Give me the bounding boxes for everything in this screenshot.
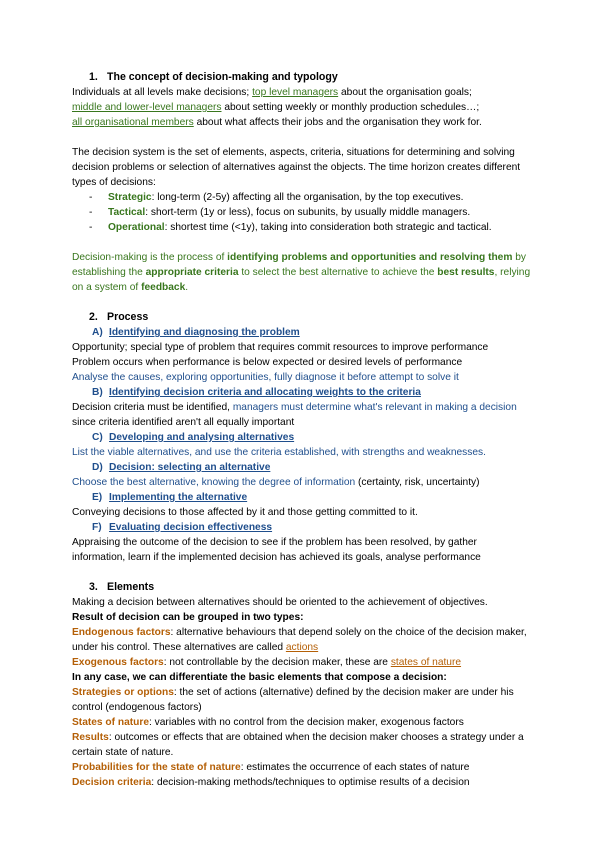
step-c-heading: C) Developing and analysing alternatives (92, 432, 295, 443)
list-item: - Operational: shortest time (<1y), taking into consideration both strategic and tactical. (89, 222, 492, 233)
middle-managers-link: middle and lower-level managers (72, 102, 222, 113)
step-a-line-2: Problem occurs when performance is below expected or desired levels of performance (72, 357, 463, 368)
step-a-heading: A) Identifying and diagnosing the problem (92, 327, 300, 338)
step-a-line-3: Analyse the causes, exploring opportunities, fully diagnose it before attempt to solve it (72, 372, 459, 383)
states-of-nature-link: states of nature (390, 657, 462, 668)
decision-system-paragraph: The decision system is the set of elements, aspects, criteria, situations for determining and solving decision problems or selection of alternatives against the objects. The time horizon creates different types of decisions: (72, 147, 521, 188)
step-c-text: List the viable alternatives, and use the criteria established, with strengths and weaknesses. (72, 447, 486, 458)
probabilities-item: Probabilities for the state of nature: estimates the occurrence of each states of nature (72, 762, 470, 773)
grouped-heading: Result of decision can be grouped in two types: (72, 612, 304, 623)
results-item: Results: outcomes or effects that are obtained when the decision maker chooses a strategy under a certain state of nature. (72, 732, 524, 758)
exogenous-factors: Exogenous factors: not controllable by the decision maker, these are states of nature (72, 657, 462, 668)
section-2-heading: 2. Process (89, 311, 149, 323)
top-level-managers-link: top level managers (252, 87, 339, 98)
step-d-text: Choose the best alternative, knowing the degree of information (certainty, risk, uncertainty) (72, 477, 480, 488)
definition-paragraph: Decision-making is the process of identifying problems and opportunities and resolving them by establishing the appropriate criteria to select the best alternative to achieve the best results, relying on a system of feedback. (72, 252, 531, 293)
step-b-heading: B) Identifying decision criteria and allocating weights to the criteria (92, 387, 421, 398)
criteria-item: Decision criteria: decision-making methods/techniques to optimise results of a decision (72, 777, 470, 788)
actions-link: actions (285, 642, 319, 653)
levels-line-3: all organisational members about what affects their jobs and the organisation they work for. (72, 117, 482, 128)
step-d-heading: D) Decision: selecting an alternative (92, 462, 271, 473)
levels-line-1: Individuals at all levels make decisions; top level managers about the organisation goals; (72, 87, 472, 98)
step-e-heading: E) Implementing the alternative (92, 492, 248, 503)
strategies-item: Strategies or options: the set of actions (alternative) defined by the decision maker are under his control (endogenous factors) (72, 687, 514, 713)
step-f-heading: F) Evaluating decision effectiveness (92, 522, 273, 533)
step-e-text: Conveying decisions to those affected by it and those getting committed to it. (72, 507, 418, 518)
levels-line-2: middle and lower-level managers about setting weekly or monthly production schedules…; (72, 102, 480, 113)
all-members-link: all organisational members (72, 117, 194, 128)
decision-types-list (72, 190, 532, 235)
basic-elements-heading: In any case, we can differentiate the basic elements that compose a decision: (72, 672, 447, 683)
step-b-text: Decision criteria must be identified, managers must determine what's relevant in making a decision since criteria identified aren't all equally important (72, 402, 517, 428)
elements-intro: Making a decision between alternatives should be oriented to the achievement of objectives. (72, 597, 488, 608)
section-1-heading: 1. The concept of decision-making and typology (89, 71, 338, 83)
states-item: States of nature: variables with no control from the decision maker, exogenous factors (72, 717, 464, 728)
section-3-heading: 3. Elements (89, 581, 155, 593)
endogenous-factors: Endogenous factors: alternative behaviours that depend solely on the choice of the decision maker, under his control. These alternatives are called actions (72, 627, 527, 653)
step-a-line-1: Opportunity; special type of problem that requires commit resources to improve performance (72, 342, 489, 353)
document-page (72, 70, 532, 790)
step-f-text: Appraising the outcome of the decision to see if the problem has been resolved, by gather information, learn if the implemented decision has achieved its goals, analyse performance (72, 537, 481, 563)
list-item: - Strategic: long-term (2-5y) affecting all the organisation, by the top executives. (89, 192, 464, 203)
list-item: - Tactical: short-term (1y or less), focus on subunits, by usually middle managers. (89, 207, 471, 218)
